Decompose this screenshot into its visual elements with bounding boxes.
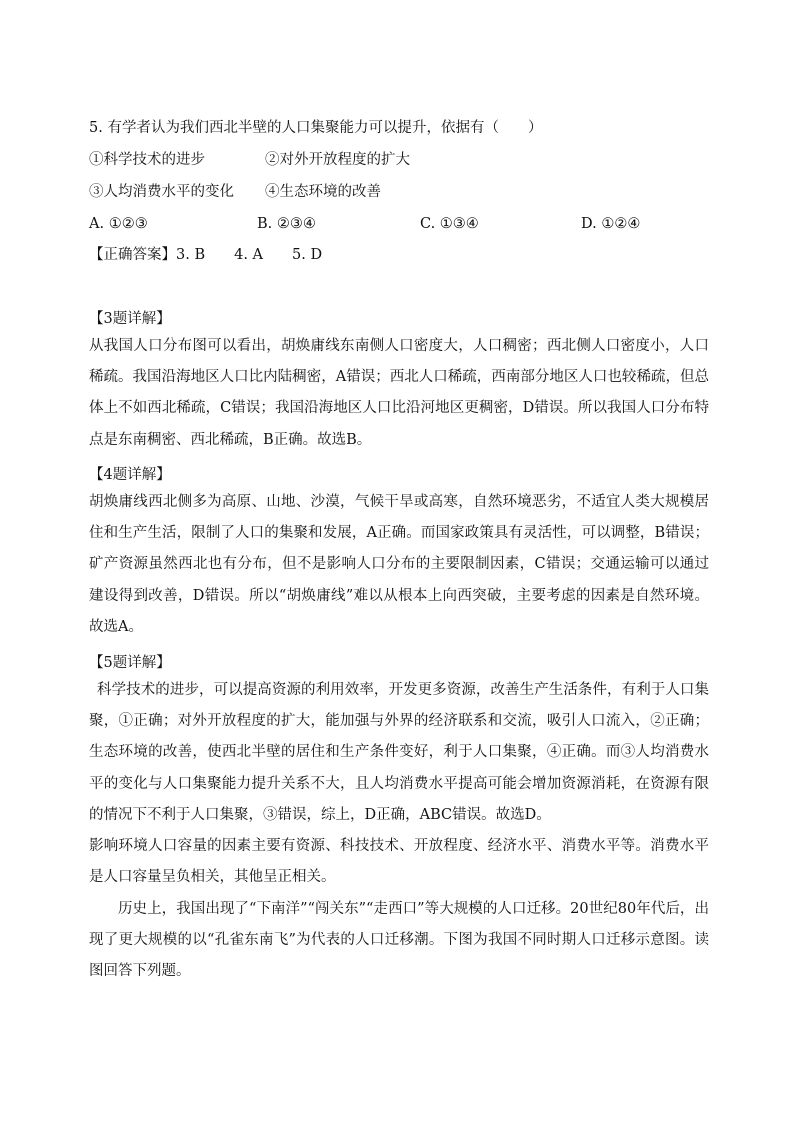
item-4: ④生态环境的改善 [265, 184, 381, 200]
correct-answer: 【正确答案】3. B 4. A 5. D [89, 247, 323, 263]
item-3: ③人均消费水平的变化 [89, 184, 234, 200]
option-a: A. ①②③ [89, 216, 148, 232]
q5-explanation: 科学技术的进步，可以提高资源的利用效率，开发更多资源，改善生产生活条件，有利于人口集聚，①正确；对外开放程度的扩大，能加强与外界的经济联系和交流，吸引人口流入，②正确；生态环境的改善，使西北半壁的居住和生产条件变好，利于人口集聚，④正确。而③人均消费水平的变化与人口集聚能力提升关系不大，且人均消费水平提高可能会增加资源消耗，在资源有限的情况下不利于人口集聚，③错误，综上，D正确，ABC错误。故选D。 [89, 682, 709, 823]
q5-heading: 【5题详解】 [89, 655, 171, 671]
q3-explanation: 从我国人口分布图可以看出，胡焕庸线东南侧人口密度大，人口稠密；西北侧人口密度小，人口稀疏。我国沿海地区人口比内陆稠密，A错误；西北人口稀疏，西南部分地区人口也较稀疏，但总体上不如西北稀疏，C错误；我国沿海地区人口比沿河地区更稠密，D错误。所以我国人口分布特点是东南稠密、西北稀疏，B正确。故选B。 [89, 338, 709, 448]
q3-heading: 【3题详解】 [89, 311, 171, 327]
option-b: B. ②③④ [257, 216, 316, 232]
q5-note: 影响环境人口容量的因素主要有资源、科技技术、开放程度、经济水平、消费水平等。消费水平是人口容量呈负相关，其他呈正相关。 [89, 838, 709, 886]
option-c: C. ①③④ [420, 216, 479, 232]
q4-heading: 【4题详解】 [89, 467, 171, 483]
q4-explanation: 胡焕庸线西北侧多为高原、山地、沙漠，气候干旱或高寒，自然环境恶劣，不适宜人类大规模居住和生产生活，限制了人口的集聚和发展，A正确。而国家政策具有灵活性，可以调整，B错误；矿产资源虽然西北也有分布，但不是影响人口分布的主要限制因素，C错误；交通运输可以通过建设得到改善，D错误。所以“胡焕庸线”难以从根本上向西突破，主要考虑的因素是自然环境。故选A。 [89, 494, 709, 635]
option-d: D. ①②④ [581, 216, 641, 232]
question-5-stem: 5. 有学者认为我们西北半壁的人口集聚能力可以提升，依据有（ ） [89, 120, 543, 136]
item-2: ②对外开放程度的扩大 [265, 152, 410, 168]
item-1: ①科学技术的进步 [89, 152, 205, 168]
intro-paragraph: 历史上，我国出现了“下南洋”“闯关东”“走西口”等大规模的人口迁移。20世纪80年代后，出现了更大规模的以“孔雀东南飞”为代表的人口迁移潮。下图为我国不同时期人口迁移示意图。读图回答下列题。 [89, 901, 709, 980]
